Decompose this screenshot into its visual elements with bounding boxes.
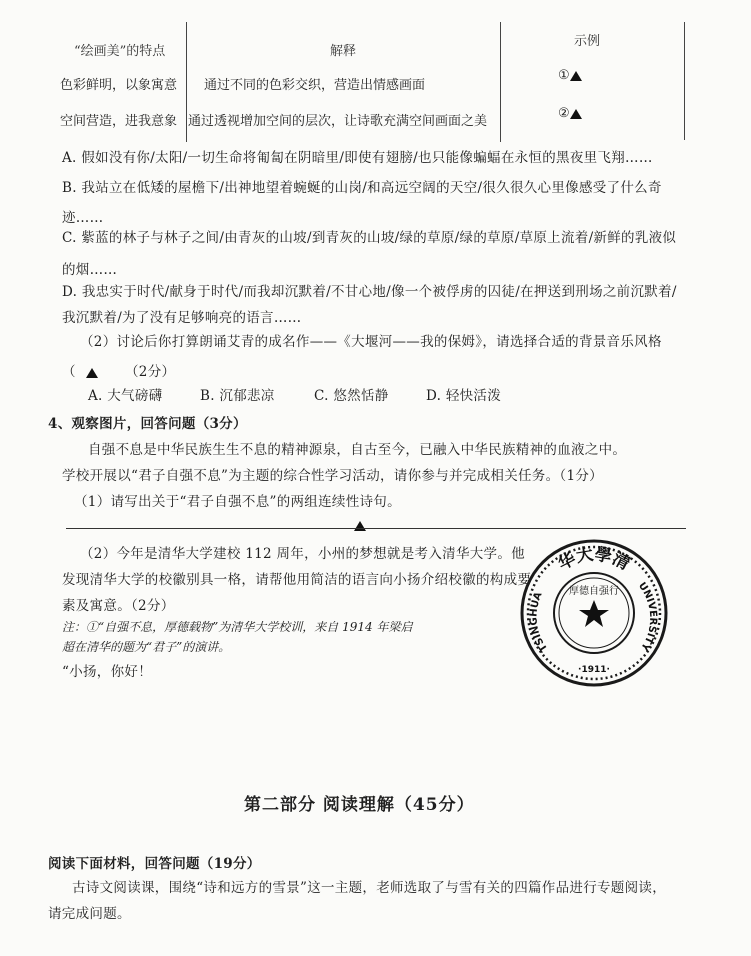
option-d: D. 我忠实于时代/献身于时代/而我却沉默着/不甘心地/像一个被俘虏的囚徒/在押送到刑场之前沉默着/ <box>62 284 677 300</box>
question-4-para-1: 自强不息是中华民族生生不息的精神源泉，自古至今，已融入中华民族精神的血液之中。 <box>88 442 627 458</box>
choice-c: C. 悠然恬静 <box>314 388 389 404</box>
table-cell-explain-1: 通过不同的色彩交织，营造出情感画面 <box>204 78 426 93</box>
option-d-cont: 我沉默着/为了没有足够响亮的语言…… <box>62 310 302 326</box>
option-c: C. 紫蓝的林子与林子之间/由青灰的山坡/到青灰的山坡/绿的草原/绿的草原/草原上流着/新鲜的乳液似 <box>62 230 677 246</box>
seal-right-text: UNIVERSITY <box>635 580 659 653</box>
table-cell-example-2: ② <box>558 106 582 121</box>
choice-d: D. 轻快活泼 <box>426 388 502 404</box>
option-c-cont: 的烟…… <box>62 262 118 278</box>
question-4-title: 4、观察图片，回答问题（3分） <box>48 416 247 432</box>
choice-a: A. 大气磅礴 <box>88 388 163 404</box>
choice-b: B. 沉郁悲凉 <box>200 388 275 404</box>
seal-inner-text: 厚德自强行 <box>569 586 619 597</box>
table-header-feature: “绘画美”的特点 <box>74 44 166 59</box>
question-4-para-2: 学校开展以“君子自强不息”为主题的综合性学习活动，请你参与并完成相关任务。（1分） <box>62 468 603 484</box>
answer-triangle-icon <box>570 109 582 119</box>
option-a: A. 假如没有你/太阳/一切生命将匍匐在阴暗里/即使有翅膀/也只能像蝙蝠在永恒的黑夜里飞翔…… <box>62 150 653 166</box>
table-divider <box>500 22 501 142</box>
question-4-sub-2-line-1: （2）今年是清华大学建校 112 周年，小州的梦想就是考入清华大学。他 <box>80 546 525 562</box>
answer-triangle-icon <box>354 515 366 534</box>
tsinghua-seal <box>519 538 669 688</box>
question-4-sub-2-line-3: 素及寓意。（2分） <box>62 598 175 614</box>
answer-triangle-icon <box>570 71 582 81</box>
seal-year: ·1911· <box>578 665 610 675</box>
table-divider <box>684 22 685 140</box>
option-b: B. 我站立在低矮的屋檐下/出神地望着蜿蜒的山岗/和高远空阔的天空/很久很久心里像感受了什么奇 <box>62 180 662 196</box>
part-2-para-line-2: 请完成问题。 <box>48 906 131 922</box>
answer-line <box>66 528 686 529</box>
table-header-explain: 解释 <box>330 44 357 59</box>
part-2-para-line-1: 古诗文阅读课，围绕“诗和远方的雪景”这一主题，老师选取了与雪有关的四篇作品进行专题阅读， <box>72 880 667 896</box>
part-2-title: 第二部分 阅读理解（45分） <box>244 795 475 815</box>
question-2-blank: （ （2分） <box>62 364 176 380</box>
seal-top-text: 华大學清 <box>554 544 634 575</box>
feature-table <box>58 22 698 142</box>
table-cell-example-1: ① <box>558 68 582 83</box>
table-cell-explain-2: 通过透视增加空间的层次，让诗歌充满空间画面之美 <box>188 114 488 129</box>
question-4-sub-1: （1）请写出关于“君子自强不息”的两组连续性诗句。 <box>74 494 401 510</box>
note-line-1: 注：①“自强不息，厚德载物”为清华大学校训，来自 1914 年梁启 <box>62 620 413 634</box>
part-2-question-title: 阅读下面材料，回答问题（19分） <box>48 856 261 872</box>
star-icon <box>579 600 609 627</box>
table-divider <box>186 22 187 142</box>
note-line-2: 超在清华的题为“君子”的演讲。 <box>62 640 231 654</box>
greeting-line: “小扬，你好！ <box>62 664 153 680</box>
seal-left-text: TSINGHUA <box>528 590 551 654</box>
option-b-cont: 迹…… <box>62 210 104 226</box>
seal-graphic <box>519 538 669 688</box>
question-2-text: （2）讨论后你打算朗诵艾青的成名作——《大堰河——我的保姆》，请选择合适的背景音乐风格 <box>80 334 662 350</box>
answer-triangle-icon <box>86 368 98 378</box>
table-header-example: 示例 <box>574 34 601 49</box>
question-4-sub-2-line-2: 发现清华大学的校徽别具一格，请帮他用简洁的语言向小扬介绍校徽的构成要 <box>62 572 532 588</box>
table-cell-feature-2: 空间营造，进我意象 <box>60 114 178 129</box>
table-cell-feature-1: 色彩鲜明，以象寓意 <box>60 78 178 93</box>
